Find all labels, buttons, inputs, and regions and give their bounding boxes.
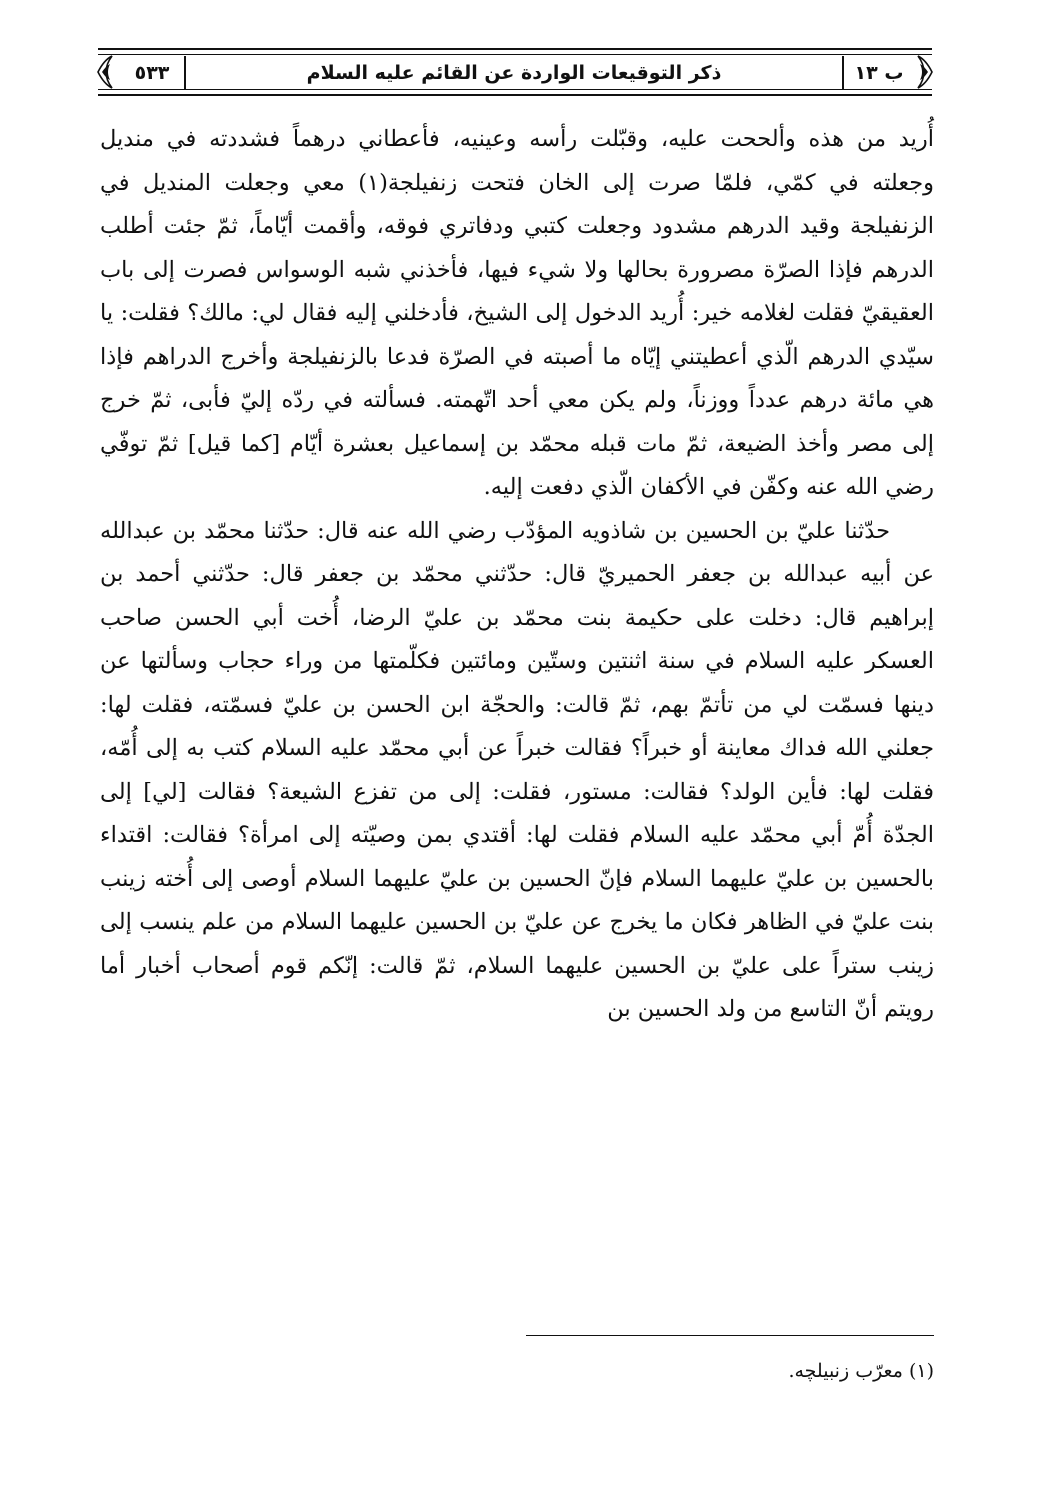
running-title: ذكر التوقيعات الواردة عن القائم عليه السلام: [306, 62, 722, 84]
right-ornament-icon: [914, 52, 934, 92]
footnote-divider: [526, 1335, 934, 1336]
page-header: [98, 48, 932, 96]
paragraph: أُريد من هذه وألححت عليه، وقبّلت رأسه وعينيه، فأعطاني درهماً فشددته في منديل وجعلته في كمّي، فلمّا صرت إلى الخان فتحت زنفيلجة(١) معي وجعلت المنديل في الزنفيلجة وقيد الدرهم مشدود وجعلت كتبي ودفاتري فوقه، وأقمت أيّاماً، ثمّ جئت أطلب الدرهم فإذا الصرّة مصرورة بحالها ولا شيء فيها، فأخذني شبه الوسواس فصرت إلى باب العقيقيّ فقلت لغلامه خير: أُريد الدخول إلى الشيخ، فأدخلني إليه فقال لي: مالك؟ فقلت: يا سيّدي الدرهم الّذي أعطيتني إيّاه ما أصبته في الصرّة فدعا بالزنفيلجة وأخرج الدراهم فإذا هي مائة درهم عدداً ووزناً، ولم يكن معي أحد اتّهمته. فسألته في ردّه إليّ فأبى، ثمّ خرج إلى مصر وأخذ الضيعة، ثمّ مات قبله محمّد بن إسماعيل بعشرة أيّام [كما قيل] ثمّ توفّي رضي الله عنه وكفّن في الأكفان الّذي دفعت إليه.: [100, 126, 935, 500]
paragraph: حدّثنا عليّ بن الحسين بن شاذويه المؤدّب رضي الله عنه قال: حدّثنا محمّد بن عبدالله عن أبيه عبدالله بن جعفر الحميريّ قال: حدّثني محمّد بن جعفر قال: حدّثني أحمد بن إبراهيم قال: دخلت على حكيمة بنت محمّد بن عليّ الرضا، أُخت أبي الحسن صاحب العسكر عليه السلام في سنة اثنتين وستّين ومائتين فكلّمتها من وراء حجاب وسألتها عن دينها فسمّت لي من تأتمّ بهم، ثمّ قالت: والحجّة ابن الحسن بن عليّ فسمّته، فقلت لها: جعلني الله فداك معاينة أو خبراً؟ فقالت خبراً عن أبي محمّد عليه السلام كتب به إلى أُمّه، فقلت لها: فأين الولد؟ فقالت: مستور، فقلت: إلى من تفزع الشيعة؟ فقالت [لي] إلى الجدّة أُمّ أبي محمّد عليه السلام فقلت لها: أقتدي بمن وصيّته إلى امرأة؟ فقالت: اقتداء بالحسين بن عليّ عليهما السلام فإنّ الحسين بن عليّ عليهما السلام أوصى إلى أُخته زينب بنت عليّ في الظاهر فكان ما يخرج عن عليّ بن الحسين عليهما السلام من علم ينسب إلى زينب ستراً على عليّ بن الحسين عليهما السلام، ثمّ قالت: إنّكم قوم أصحاب أخبار أما رويتم أنّ التاسع من ولد الحسين بن: [100, 517, 934, 1022]
footnote: (١) معرّب زنبيلچه.: [788, 1360, 934, 1382]
body-text: [100, 118, 934, 1032]
header-divider: [842, 56, 844, 90]
page-number: ٥٣٣: [134, 62, 170, 84]
chapter-label: ب ١٣: [854, 62, 904, 84]
header-divider: [184, 56, 186, 90]
left-ornament-icon: [96, 52, 116, 92]
